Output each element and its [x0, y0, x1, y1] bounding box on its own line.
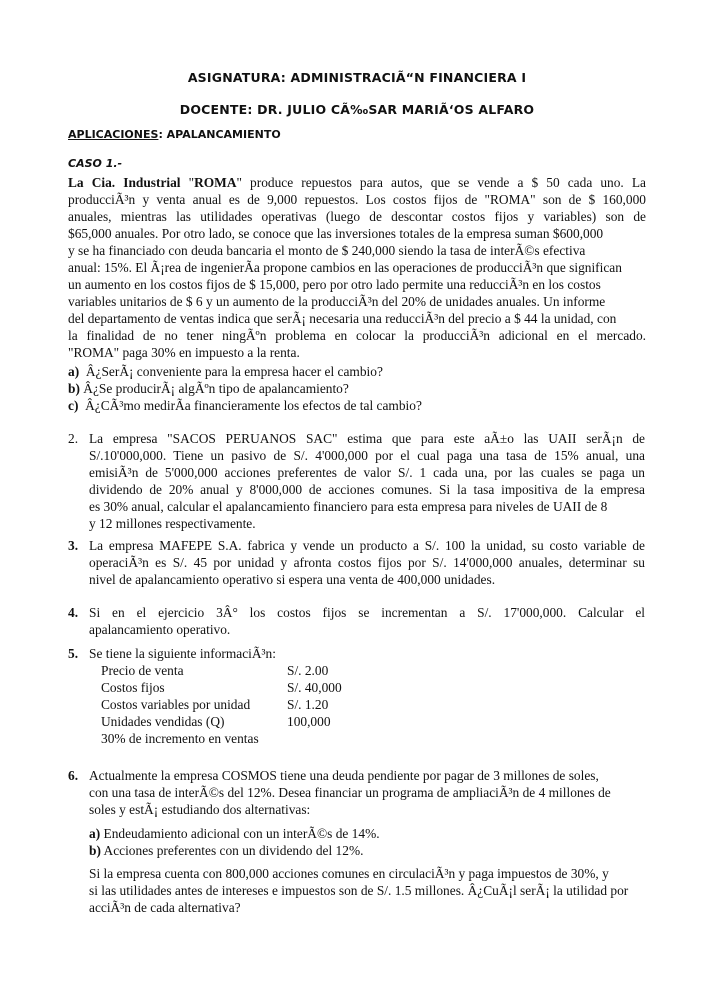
- item-6-line: soles y estÃ¡ estudiando dos alternativas:: [89, 802, 311, 817]
- item-number: 3.: [68, 538, 79, 553]
- item-6-text: [89, 767, 649, 818]
- question-item: b) Â¿Se producirÃ¡ algÃºn tipo de apalancamiento?: [68, 381, 349, 396]
- case1-line: y se ha financiado con deuda bancaria el monto de $ 240,000 siendo la tasa de interÃ©s efectiva: [68, 243, 586, 258]
- item-2-line: y 12 millones respectivamente.: [89, 516, 256, 531]
- item-6-line: Actualmente la empresa COSMOS tiene una deuda pendiente por pagar de 3 millones de soles,: [89, 768, 599, 783]
- case1-line: La Cia. Industrial "ROMA" produce repuestos para autos, que se vende a $ 50 cada uno. La: [68, 175, 646, 190]
- item-3-line: nivel de apalancamiento operativo si espera una venta de 400,000 unidades.: [89, 572, 496, 587]
- section-label: APLICACIONES: [68, 128, 159, 141]
- item-number: 4.: [68, 605, 79, 620]
- case1-line: anual: 15%. El Ã¡rea de ingenierÃa propone cambios en las operaciones de producciÃ³n que significan: [68, 260, 622, 275]
- item-6-closing-line: si las utilidades antes de intereses e impuestos son de S/. 1.5 millones. Â¿CuÃ¡l serÃ¡ la utilidad por: [89, 883, 629, 898]
- item-6-closing-line: acciÃ³n de cada alternativa?: [89, 900, 241, 915]
- case1-line: un aumento en los costos fijos de $ 15,000, pero por otro lado permite una reducciÃ³n en los costos: [68, 277, 601, 292]
- case1-questions: [68, 363, 668, 414]
- item-2-line: emisiÃ³n de 5'000,000 acciones preferentes de valor S/. 1 cada una, por las cuales se paga un: [89, 465, 645, 480]
- item-4-line: Si en el ejercicio 3Â° los costos fijos se incrementan a S/. 17'000,000. Calcular el: [89, 605, 645, 620]
- case1-paragraph: [68, 174, 646, 361]
- case1-line: anuales, mientras las utilidades operativas (luego de descontar costos fijos y variables) son de: [68, 209, 646, 224]
- item-number: 5.: [68, 646, 79, 661]
- item-2-text: [89, 430, 645, 532]
- case1-line: la finalidad de no tener ningÃºn problema en colocar la producciÃ³n adicional en el mercado.: [68, 328, 646, 343]
- item-6-closing-line: Si la empresa cuenta con 800,000 acciones comunes en circulaciÃ³n y paga impuestos de 30%, y: [89, 866, 609, 881]
- item-5-intro: Se tiene la siguiente informaciÃ³n:: [89, 646, 276, 661]
- case1-line: variables unitarios de $ 6 y un aumento de la producciÃ³n del 20% de unidades anuales. Un informe: [68, 294, 606, 309]
- section-heading: [68, 128, 281, 141]
- item-4-line: apalancamiento operativo.: [89, 622, 231, 637]
- case1-line: del departamento de ventas indica que serÃ¡ necesaria una reducciÃ³n del precio a $ 44 la unidad, con: [68, 311, 617, 326]
- question-item: a) Â¿SerÃ¡ conveniente para la empresa hacer el cambio?: [68, 364, 383, 379]
- item-number: 6.: [68, 768, 79, 783]
- question-item: c) Â¿CÃ³mo medirÃa financieramente los efectos de tal cambio?: [68, 398, 422, 413]
- case1-line: $65,000 anuales. Por otro lado, se conoce que las inversiones totales de la empresa suman $600,000: [68, 226, 604, 241]
- item-6-question: [89, 865, 675, 916]
- section-topic: : APALANCAMIENTO: [158, 128, 281, 141]
- item-2-line: es 30% anual, calcular el apalancamiento financiero para esta empresa para niveles de UAII de 8: [89, 499, 608, 514]
- case1-line: producciÃ³n y venta anual es de 9,000 repuestos. Los costos fijos de "ROMA" son de $ 160,000: [68, 192, 646, 207]
- alternative-item: a) Endeudamiento adicional con un interÃ©s de 14%.: [89, 826, 380, 841]
- item-number: 2.: [68, 431, 79, 446]
- case1-line: "ROMA" paga 30% en impuesto a la renta.: [68, 345, 300, 360]
- item-3-line: La empresa MAFEPE S.A. fabrica y vende un producto a S/. 100 la unidad, su costo variable de: [89, 538, 645, 553]
- item-6-alternatives: [89, 825, 649, 859]
- item-6-line: con una tasa de interÃ©s del 12%. Desea financiar un programa de ampliaciÃ³n de 4 millones de: [89, 785, 611, 800]
- info-table: Precio de venta S/. 2.00 Costos fijos S/. 40,000 Costos variables por unidad S/. 1.20 Unidades vendidas (Q) 100,000 30% de incremento en ventas: [101, 663, 342, 746]
- item-2-line: S/.10'000,000. Tiene un pasivo de S/. 4'000,000 por el cual paga una tasa de 15% anual, una: [89, 448, 645, 463]
- item-2-line: La empresa "SACOS PERUANOS SAC" estima que para este aÃ±o las UAII serÃ¡n de: [89, 431, 645, 446]
- instructor-line: DOCENTE: DR. JULIO CÃ‰SAR MARIÃ‘OS ALFARO: [179, 102, 535, 117]
- item-3-line: operaciÃ³n es S/. 45 por unidad y afronta costos fijos por S/. 14'000,000 anuales, determinar su: [89, 555, 645, 570]
- course-title: ASIGNATURA: ADMINISTRACIÃ“N FINANCIERA I: [187, 70, 527, 85]
- alternative-item: b) Acciones preferentes con un dividendo del 12%.: [89, 843, 364, 858]
- item-3-text: [89, 537, 645, 588]
- item-4-text: [89, 604, 645, 638]
- item-2-line: dividendo de 20% anual y 8'000,000 de acciones comunes. Si la tasa impositiva de la empresa: [89, 482, 645, 497]
- case-title: CASO 1.-: [68, 157, 123, 170]
